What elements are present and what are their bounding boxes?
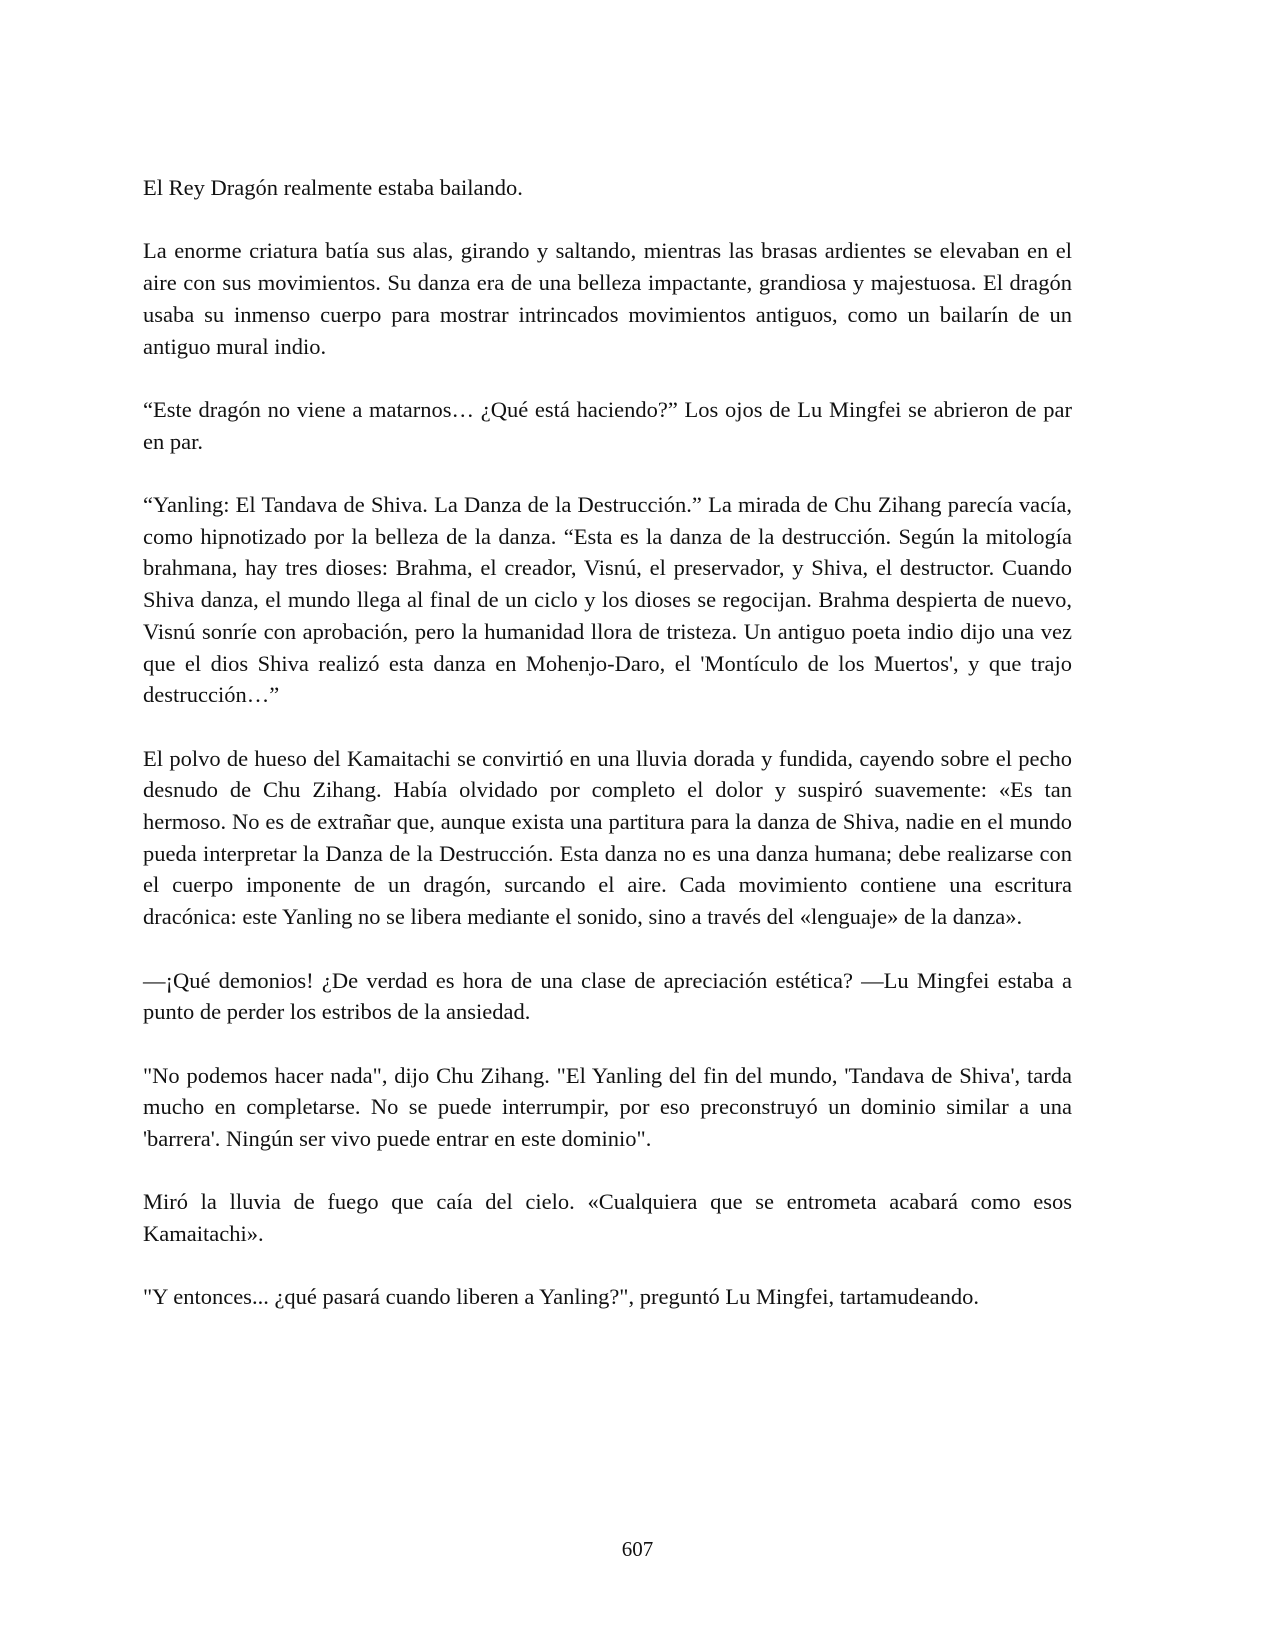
paragraph: La enorme criatura batía sus alas, girando y saltando, mientras las brasas ardientes se elevaban en el aire con sus movimientos. Su danza era de una belleza impactante, grandiosa y majestuosa. El dragón usaba su inmenso cuerpo para mostrar intrincados movimientos antiguos, como un bailarín de un antiguo mural indio. [143, 238, 1072, 359]
paragraph: “Yanling: El Tandava de Shiva. La Danza de la Destrucción.” La mirada de Chu Zihang parecía vacía, como hipnotizado por la belleza de la danza. “Esta es la danza de la destrucción. Según la mitología brahmana, hay tres dioses: Brahma, el creador, Visnú, el preservador, y Shiva, el destructor. Cuando Shiva danza, el mundo llega al final de un ciclo y los dioses se regocijan. Brahma despierta de nuevo, Visnú sonríe con aprobación, pero la humanidad llora de tristeza. Un antiguo poeta indio dijo una vez que el dios Shiva realizó esta danza en Mohenjo-Daro, el 'Montículo de los Muertos', y que trajo destrucción…” [143, 491, 1072, 708]
paragraph: "Y entonces... ¿qué pasará cuando liberen a Yanling?", preguntó Lu Mingfei, tartamudeando. [143, 1284, 980, 1310]
paragraph: "No podemos hacer nada", dijo Chu Zihang. "El Yanling del fin del mundo, 'Tandava de Shiva', tarda mucho en completarse. No se puede interrumpir, por eso preconstruyó un dominio similar a una 'barrera'. Ningún ser vivo puede entrar en este dominio". [143, 1062, 1072, 1151]
paragraph: “Este dragón no viene a matarnos… ¿Qué está haciendo?” Los ojos de Lu Mingfei se abrieron de par en par. [143, 396, 1072, 454]
page-number: 607 [621, 1537, 654, 1561]
paragraph: El Rey Dragón realmente estaba bailando. [143, 175, 523, 200]
page-body [143, 172, 1072, 1313]
paragraph: El polvo de hueso del Kamaitachi se convirtió en una lluvia dorada y fundida, cayendo sobre el pecho desnudo de Chu Zihang. Había olvidado por completo el dolor y suspiró suavemente: «Es tan hermoso. No es de extrañar que, aunque exista una partitura para la danza de Shiva, nadie en el mundo pueda interpretar la Danza de la Destrucción. Esta danza no es una danza humana; debe realizarse con el cuerpo imponente de un dragón, surcando el aire. Cada movimiento contiene una escritura dracónica: este Yanling no se libera mediante el sonido, sino a través del «lenguaje» de la danza». [143, 745, 1072, 930]
paragraph: —¡Qué demonios! ¿De verdad es hora de una clase de apreciación estética? —Lu Mingfei estaba a punto de perder los estribos de la ansiedad. [143, 967, 1072, 1025]
paragraph: Miró la lluvia de fuego que caía del cielo. «Cualquiera que se entrometa acabará como esos Kamaitachi». [143, 1189, 1072, 1247]
